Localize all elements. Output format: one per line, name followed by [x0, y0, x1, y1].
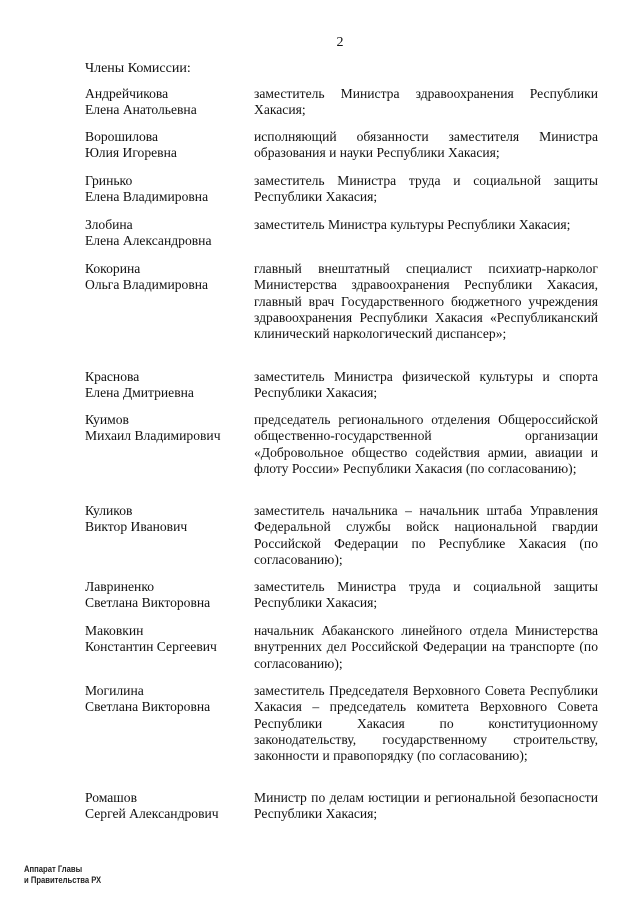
member-surname: Злобина — [85, 217, 133, 232]
member-position: Министр по делам юстиции и региональной безопасности Республики Хакасия; — [254, 790, 598, 822]
member-position: начальник Абаканского линейного отдела Министерства внутренних дел Российской Федерации на транспорте (по согласованию); — [254, 623, 598, 671]
page-number: 2 — [336, 35, 344, 50]
member-position: заместитель Министра труда и социальной защиты Республики Хакасия; — [254, 579, 598, 611]
member-name — [85, 412, 245, 445]
member-name — [85, 369, 245, 402]
member-given-name: Елена Анатольевна — [85, 102, 197, 118]
member-position: заместитель Председателя Верховного Совета Республики Хакасия – председатель комитета Верховного Совета Республики Хакасия по конституционному законодательству, государственному строительству, законности и правопорядку (по согласованию); — [254, 683, 598, 764]
member-name — [85, 86, 245, 119]
member-surname: Кокорина — [85, 261, 141, 276]
member-position: главный внештатный специалист психиатр-нарколог Министерства здравоохранения Республики Хакасия, главный врач Государственного бюджетного учреждения здравоохранения Республики Хакасия «Республиканский клинический наркологический диспансер»; — [254, 261, 598, 342]
member-position: исполняющий обязанности заместителя Министра образования и науки Республики Хакасия; — [254, 129, 598, 161]
member-given-name: Михаил Владимирович — [85, 428, 221, 444]
stamp-line: и Правительства РХ — [24, 875, 102, 885]
member-surname: Ромашов — [85, 790, 137, 805]
member-name — [85, 129, 245, 162]
office-stamp — [24, 864, 101, 886]
member-position: заместитель начальника – начальник штаба Управления Федеральной службы войск национальной гвардии Российской Федерации по Республике Хакасия (по согласованию); — [254, 503, 598, 567]
member-surname: Могилина — [85, 683, 144, 698]
member-position: заместитель Министра культуры Республики Хакасия; — [254, 217, 571, 232]
member-name — [85, 173, 245, 206]
member-name — [85, 790, 245, 823]
member-surname: Маковкин — [85, 623, 144, 638]
member-given-name: Елена Александровна — [85, 233, 212, 249]
member-given-name: Светлана Викторовна — [85, 595, 211, 611]
member-position: заместитель Министра физической культуры и спорта Республики Хакасия; — [254, 369, 598, 401]
member-given-name: Константин Сергеевич — [85, 639, 217, 655]
member-given-name: Виктор Иванович — [85, 519, 188, 535]
member-name — [85, 683, 245, 716]
member-surname: Гринько — [85, 173, 133, 188]
member-surname: Куликов — [85, 503, 133, 518]
member-given-name: Юлия Игоревна — [85, 145, 177, 161]
commission-members-heading: Члены Комиссии: — [85, 61, 191, 76]
member-given-name: Сергей Александрович — [85, 806, 219, 822]
member-given-name: Елена Владимировна — [85, 189, 209, 205]
member-surname: Куимов — [85, 412, 129, 427]
member-surname: Лавриненко — [85, 579, 155, 594]
stamp-line: Аппарат Главы — [24, 864, 83, 874]
member-surname: Ворошилова — [85, 129, 159, 144]
member-given-name: Светлана Викторовна — [85, 699, 211, 715]
member-surname: Андрейчикова — [85, 86, 169, 101]
member-position: заместитель Министра труда и социальной защиты Республики Хакасия; — [254, 173, 598, 205]
member-surname: Краснова — [85, 369, 140, 384]
member-name — [85, 261, 245, 294]
member-position: заместитель Министра здравоохранения Республики Хакасия; — [254, 86, 598, 118]
member-name — [85, 503, 245, 536]
member-position: председатель регионального отделения Общероссийской общественно-государственной организации «Добровольное общество содействия армии, авиации и флоту России» Республики Хакасия (по согласованию); — [254, 412, 598, 476]
member-given-name: Елена Дмитриевна — [85, 385, 194, 401]
member-given-name: Ольга Владимировна — [85, 277, 209, 293]
member-name — [85, 579, 245, 612]
member-name — [85, 623, 245, 656]
member-name — [85, 217, 245, 250]
